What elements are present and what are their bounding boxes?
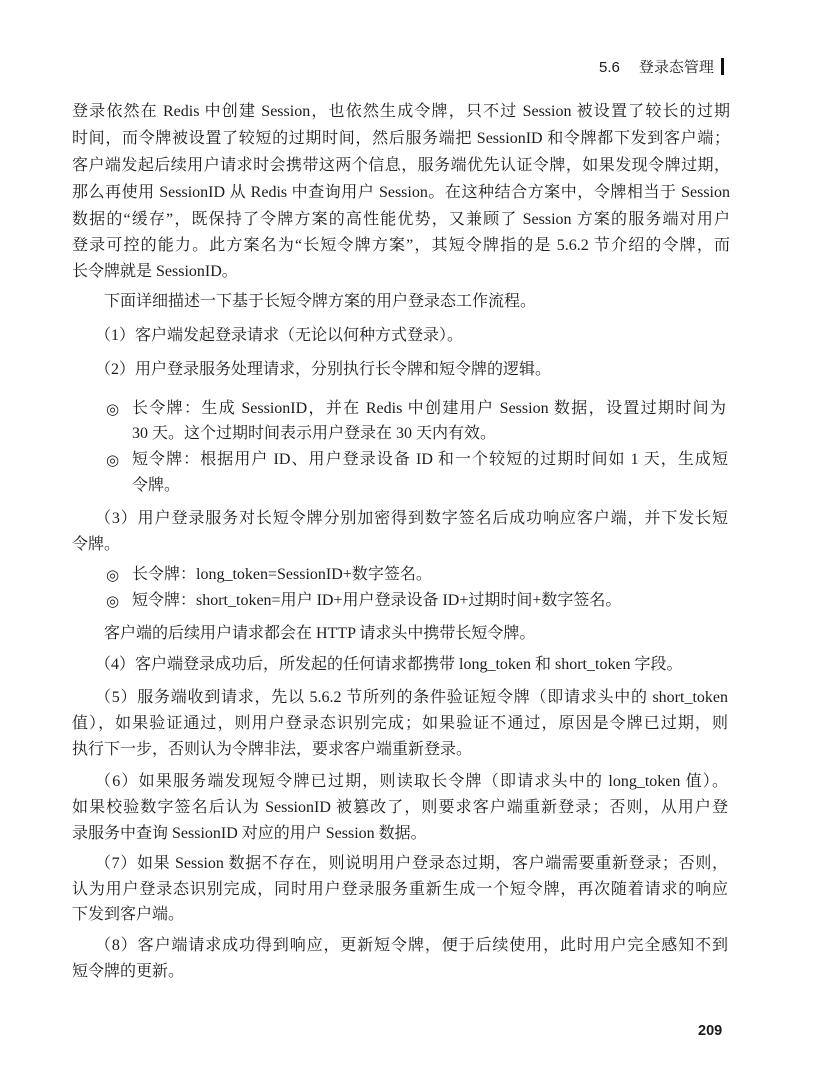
- step-line: （6）如果服务端发现短令牌已过期，则读取长令牌（即请求头中的 long_token 值）。: [95, 773, 728, 790]
- step-line: （5）服务端收到请求，先以 5.6.2 节所列的条件验证短令牌（即请求头中的 short_token: [95, 689, 728, 706]
- body-text-line: 长令牌就是 SessionID。: [72, 263, 238, 280]
- step-line: （7）如果 Session 数据不存在，则说明用户登录态过期，客户端需要重新登录；否则，: [95, 855, 728, 872]
- step-line: 短令牌的更新。: [72, 963, 185, 980]
- step-line: 认为用户登录态识别完成，同时用户登录服务重新生成一个短令牌，再次随着请求的响应: [72, 881, 728, 898]
- section-number: 5.6: [599, 59, 620, 76]
- step-note: 客户端的后续用户请求都会在 HTTP 请求头中携带长短令牌。: [104, 625, 536, 642]
- bullet-text-line: 短令牌：short_token=用户 ID+用户登录设备 ID+过期时间+数字签名。: [132, 592, 622, 609]
- bullet-symbol: ◎: [106, 451, 120, 469]
- body-text-line: 那么再使用 SessionID 从 Redis 中查询用户 Session。在这种结合方案中，令牌相当于 Session: [72, 184, 730, 201]
- step-line: 令牌。: [72, 536, 121, 553]
- step-line: 下发到客户端。: [72, 906, 185, 923]
- step-line: （4）客户端登录成功后，所发起的任何请求都携带 long_token 和 short_token 字段。: [95, 656, 683, 673]
- flow-intro-text: 下面详细描述一下基于长短令牌方案的用户登录态工作流程。: [104, 293, 537, 310]
- running-header: [599, 58, 724, 78]
- step-line: （3）用户登录服务对长短令牌分别加密得到数字签名后成功响应客户端，并下发长短: [95, 510, 728, 527]
- section-title: 登录态管理: [638, 59, 714, 76]
- bullet-symbol: ◎: [106, 592, 120, 610]
- step-line: （8）客户端请求成功得到响应，更新短令牌，便于后续使用，此时用户完全感知不到: [95, 937, 728, 954]
- bullet-text-line: 令牌。: [132, 477, 181, 494]
- step-line: 如果校验数字签名后认为 SessionID 被篡改了，则要求客户端重新登录；否则，从用户登: [72, 799, 728, 816]
- step-line: 执行下一步，否则认为令牌非法，要求客户端重新登录。: [72, 741, 473, 758]
- body-text-line: 时间，而令牌被设置了较短的过期时间，然后服务端把 SessionID 和令牌都下发到客户端；: [72, 130, 730, 147]
- page-number: 209: [698, 1023, 723, 1039]
- bullet-text-line: 长令牌：生成 SessionID，并在 Redis 中创建用户 Session 数据，设置过期时间为: [132, 400, 726, 417]
- bullet-symbol: ◎: [106, 566, 120, 584]
- step-line: （1）客户端发起登录请求（无论以何种方式登录）。: [95, 327, 464, 344]
- bullet-text-line: 长令牌：long_token=SessionID+数字签名。: [132, 566, 432, 583]
- bullet-text-line: 30 天。这个过期时间表示用户登录在 30 天内有效。: [132, 425, 497, 442]
- step-line: 值），如果验证通过，则用户登录态识别完成；如果验证不通过，原因是令牌已过期，则: [72, 715, 728, 732]
- step-line: （2）用户登录服务处理请求，分别执行长令牌和短令牌的逻辑。: [95, 361, 552, 378]
- bullet-symbol: ◎: [106, 400, 120, 418]
- body-text-line: 客户端发起后续用户请求时会携带这两个信息，服务端优先认证令牌，如果发现令牌过期，: [72, 157, 730, 174]
- body-text-line: 数据的“缓存”，既保持了令牌方案的高性能优势，又兼顾了 Session 方案的服务端对用户: [72, 211, 730, 228]
- step-line: 录服务中查询 SessionID 对应的用户 Session 数据。: [72, 825, 427, 842]
- bullet-text-line: 短令牌：根据用户 ID、用户登录设备 ID 和一个较短的过期时间如 1 天，生成短: [132, 451, 728, 468]
- body-text-line: 登录依然在 Redis 中创建 Session，也依然生成令牌，只不过 Session 被设置了较长的过期: [72, 103, 730, 120]
- body-text-line: 登录可控的能力。此方案名为“长短令牌方案”，其短令牌指的是 5.6.2 节介绍的令牌，而: [72, 237, 730, 254]
- header-rule: [721, 58, 724, 75]
